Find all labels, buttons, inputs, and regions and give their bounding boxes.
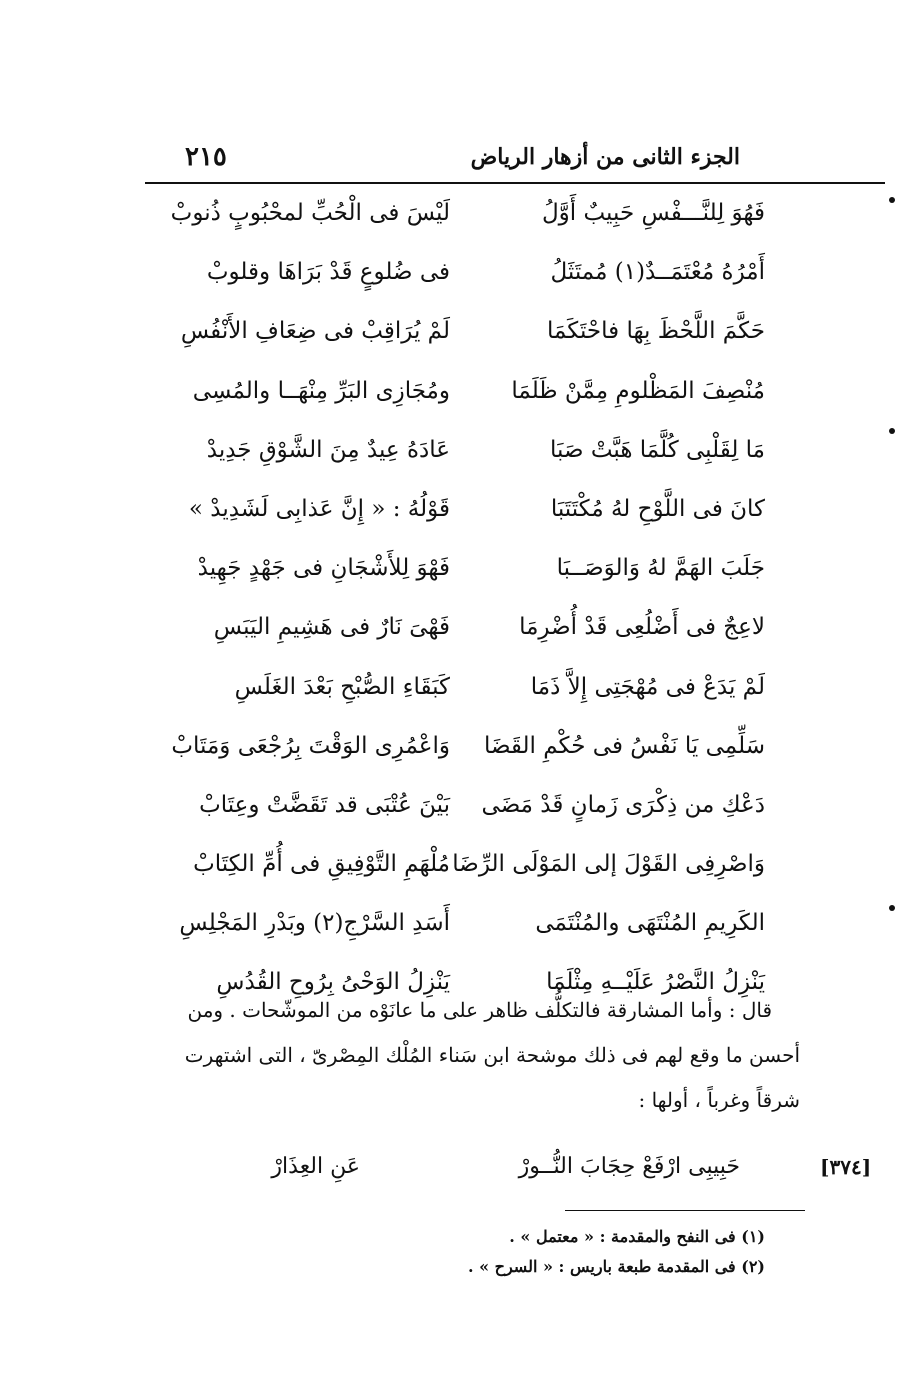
prose-line: شرقاً وغرباً ، أولها : — [638, 1088, 800, 1112]
verse-first-hemistich: حَكَّمَ اللَّحْظَ بِهَا فاحْتَكَمَا — [546, 318, 765, 345]
verse-line — [150, 368, 790, 427]
verse-first-hemistich: سَلِّمِى يَا نَفْسُ فى حُكْمِ القَضَا — [483, 732, 765, 759]
verse-line — [150, 427, 790, 486]
verse-first-hemistich: فَهُوَ لِلنَّـــفْسِ حَبِيبٌ أَوَّلُ — [541, 200, 765, 226]
verse-second-hemistich: يَنْزِلُ الوَحْىُ بِرُوحِ القُدُسِ — [216, 969, 450, 996]
quoted-verse — [150, 1150, 800, 1200]
verse-first-hemistich: مَا لِقَلْبِى كُلَّمَا هَبَّتْ صَبَا — [550, 436, 765, 463]
page-header — [145, 138, 885, 184]
verse-second-hemistich: وَاعْمُرِى الوَقْتَ بِرُجْعَى وَمَتَابْ — [171, 732, 450, 759]
footnote: (٢) فى المقدمة طبعة باريس : « السرح » . — [467, 1257, 765, 1276]
verse-line — [150, 723, 790, 782]
verse-line — [150, 782, 790, 841]
margin-dot — [889, 428, 895, 434]
verse-first-hemistich: الكَرِيمِ المُنْتَهَى والمُنْتَمَى — [535, 910, 765, 937]
footnote: (١) فى النفح والمقدمة : « معتمل » . — [509, 1227, 765, 1246]
verse-line — [150, 190, 790, 249]
footnotes — [380, 1222, 765, 1282]
verse-line — [150, 545, 790, 604]
verse-second-hemistich: فَهْوَ لِلأَشْجَانِ فى جَهْدٍ جَهِيدْ — [197, 555, 450, 582]
verse-line — [150, 664, 790, 723]
verse-first-hemistich: مُنْصِفَ المَظْلومِ مِمَّنْ ظَلَمَا — [511, 377, 765, 404]
quoted-verse-first-hemistich: حَبِيبِى ارْفَعْ حِجَابَ النُّــورْ — [518, 1154, 740, 1179]
verse-line — [150, 841, 790, 900]
prose-line: أحسن ما وقع لهم فى ذلك موشحة ابن سَناء المُلْك المِصْرىّ ، التى اشتهرت — [184, 1043, 800, 1067]
verse-second-hemistich: كَبَقَاءِ الصُّبْحِ بَعْدَ الغَلَسِ — [234, 673, 450, 700]
prose-paragraph — [150, 988, 800, 1123]
margin-dot — [889, 905, 895, 911]
page-number: ٢١٥ — [185, 142, 227, 172]
verse-second-hemistich: لَمْ يُرَاقِبْ فى ضِعَافِ الأَنْفُسِ — [180, 318, 450, 345]
verse-second-hemistich: لَيْسَ فى الْحُبِّ لمحْبُوبٍ ذُنوبْ — [170, 200, 450, 226]
margin-dot — [889, 197, 895, 203]
verse-second-hemistich: ومُجَازِى البَرِّ مِنْهَــا والمُسِى — [192, 377, 450, 404]
quoted-verse-second-hemistich: عَنِ العِذَارْ — [271, 1154, 360, 1179]
verse-first-hemistich: جَلَبَ الهَمَّ لهُ وَالوَصَــبَا — [556, 555, 765, 582]
running-title: الجزء الثانى من أزهار الرياض — [470, 144, 740, 170]
verse-second-hemistich: عَادَهُ عِيدٌ مِنَ الشَّوْقِ جَدِيدْ — [206, 436, 450, 463]
verse-line — [150, 604, 790, 663]
verse-first-hemistich: لاعِجٌ فى أَضْلُعِى قَدْ أُضْرِمَا — [519, 614, 765, 641]
verse-line — [150, 486, 790, 545]
footnote-divider — [565, 1210, 805, 1211]
verse-second-hemistich: بَيْنَ عُتْبَى قد تَقَضَّتْ وعِتَابْ — [199, 791, 450, 818]
verse-first-hemistich: وَاصْرِفِى القَوْلَ إلى المَوْلَى الرِّضَا — [452, 851, 765, 878]
verse-second-hemistich: فى ضُلوعٍ قَدْ بَرَاهَا وقلوبْ — [206, 259, 450, 286]
prose-line: قال : وأما المشارقة فالتكلُّف ظاهر على ما عانَوْه من الموشّحات . ومن — [187, 998, 772, 1022]
margin-page-reference: [٣٧٤] — [820, 1155, 872, 1179]
verse-line — [150, 249, 790, 308]
verse-first-hemistich: أَمْرُهُ مُعْتَمَــدٌ(١) مُمتَثَلُ — [550, 259, 765, 286]
verse-first-hemistich: يَنْزِلُ النَّصْرُ عَلَيْــهِ مِثْلَمَا — [546, 969, 765, 996]
verse-first-hemistich: لَمْ يَدَعْ فى مُهْجَتِى إِلاَّ ذَمَا — [530, 673, 765, 700]
verse-line — [150, 900, 790, 959]
poem — [150, 190, 790, 1019]
verse-second-hemistich: مُلْهَمِ التَّوْفِيقِ فى أُمِّ الكِتَابْ — [193, 851, 450, 878]
verse-second-hemistich: فَهْىَ نَارٌ فى هَشِيمِ اليَبَسِ — [213, 614, 450, 641]
verse-first-hemistich: دَعْكِ من ذِكْرَى زَمانٍ قَدْ مَضَى — [481, 791, 765, 818]
verse-first-hemistich: كانَ فى اللَّوْحِ لهُ مُكْتَتَبَا — [550, 495, 765, 522]
verse-second-hemistich: أَسَدِ السَّرْجِ(٢) وبَدْرِ المَجْلِسِ — [179, 910, 450, 937]
verse-second-hemistich: قَوْلُهُ : « إِنَّ عَذابِى لَشَدِيدْ » — [188, 495, 450, 522]
verse-line — [150, 308, 790, 367]
